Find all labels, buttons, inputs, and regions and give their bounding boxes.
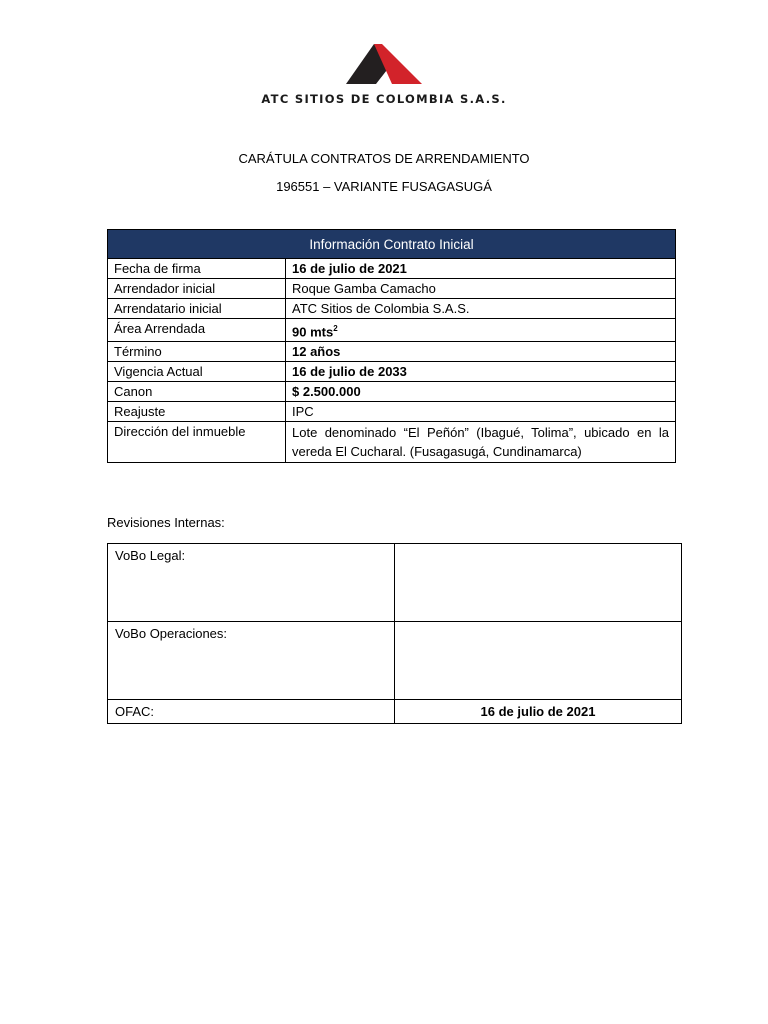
row-label: Área Arrendada: [108, 319, 286, 342]
revisions-table: [107, 543, 682, 724]
logo-mark-icon: [346, 42, 422, 86]
row-value: [395, 622, 682, 700]
area-superscript: 2: [333, 324, 338, 333]
row-value: 12 años: [286, 342, 676, 362]
table-row: [108, 622, 682, 700]
table-header-row: [108, 230, 676, 259]
row-label: OFAC:: [108, 700, 395, 724]
revisions-label: Revisiones Internas:: [107, 515, 225, 530]
row-label: Vigencia Actual: [108, 362, 286, 382]
row-label: Dirección del inmueble: [108, 422, 286, 463]
document-subtitle: 196551 – VARIANTE FUSAGASUGÁ: [276, 179, 492, 194]
row-value: [286, 319, 676, 342]
row-value: Roque Gamba Camacho: [286, 279, 676, 299]
row-value: IPC: [286, 402, 676, 422]
row-value: 16 de julio de 2033: [286, 362, 676, 382]
row-label: Fecha de firma: [108, 259, 286, 279]
row-label: Término: [108, 342, 286, 362]
row-label: Reajuste: [108, 402, 286, 422]
table-header: Información Contrato Inicial: [108, 230, 676, 259]
row-value: ATC Sitios de Colombia S.A.S.: [286, 299, 676, 319]
row-value: Lote denominado “El Peñón” (Ibagué, Tolima”, ubicado en la vereda El Cucharal. (Fusagasugá, Cundinamarca): [286, 422, 676, 463]
row-label: Canon: [108, 382, 286, 402]
company-logo: [246, 42, 522, 108]
logo-company-name: ATC SITIOS DE COLOMBIA S.A.S.: [261, 92, 507, 106]
row-label: Arrendador inicial: [108, 279, 286, 299]
row-value: $ 2.500.000: [286, 382, 676, 402]
table-row: [108, 342, 676, 362]
area-value: 90 mts: [292, 324, 334, 340]
row-value: [395, 544, 682, 622]
table-row: [108, 422, 676, 463]
table-row: [108, 299, 676, 319]
table-row: [108, 382, 676, 402]
contract-info-table: [107, 229, 676, 463]
table-row: [108, 319, 676, 342]
table-row: [108, 279, 676, 299]
row-label: Arrendatario inicial: [108, 299, 286, 319]
row-label: VoBo Operaciones:: [108, 622, 395, 700]
row-label: VoBo Legal:: [108, 544, 395, 622]
table-row: [108, 700, 682, 724]
table-row: [108, 362, 676, 382]
row-value: 16 de julio de 2021: [395, 700, 682, 724]
row-value: 16 de julio de 2021: [286, 259, 676, 279]
table-row: [108, 259, 676, 279]
table-row: [108, 544, 682, 622]
document-title: CARÁTULA CONTRATOS DE ARRENDAMIENTO: [238, 151, 530, 166]
table-row: [108, 402, 676, 422]
